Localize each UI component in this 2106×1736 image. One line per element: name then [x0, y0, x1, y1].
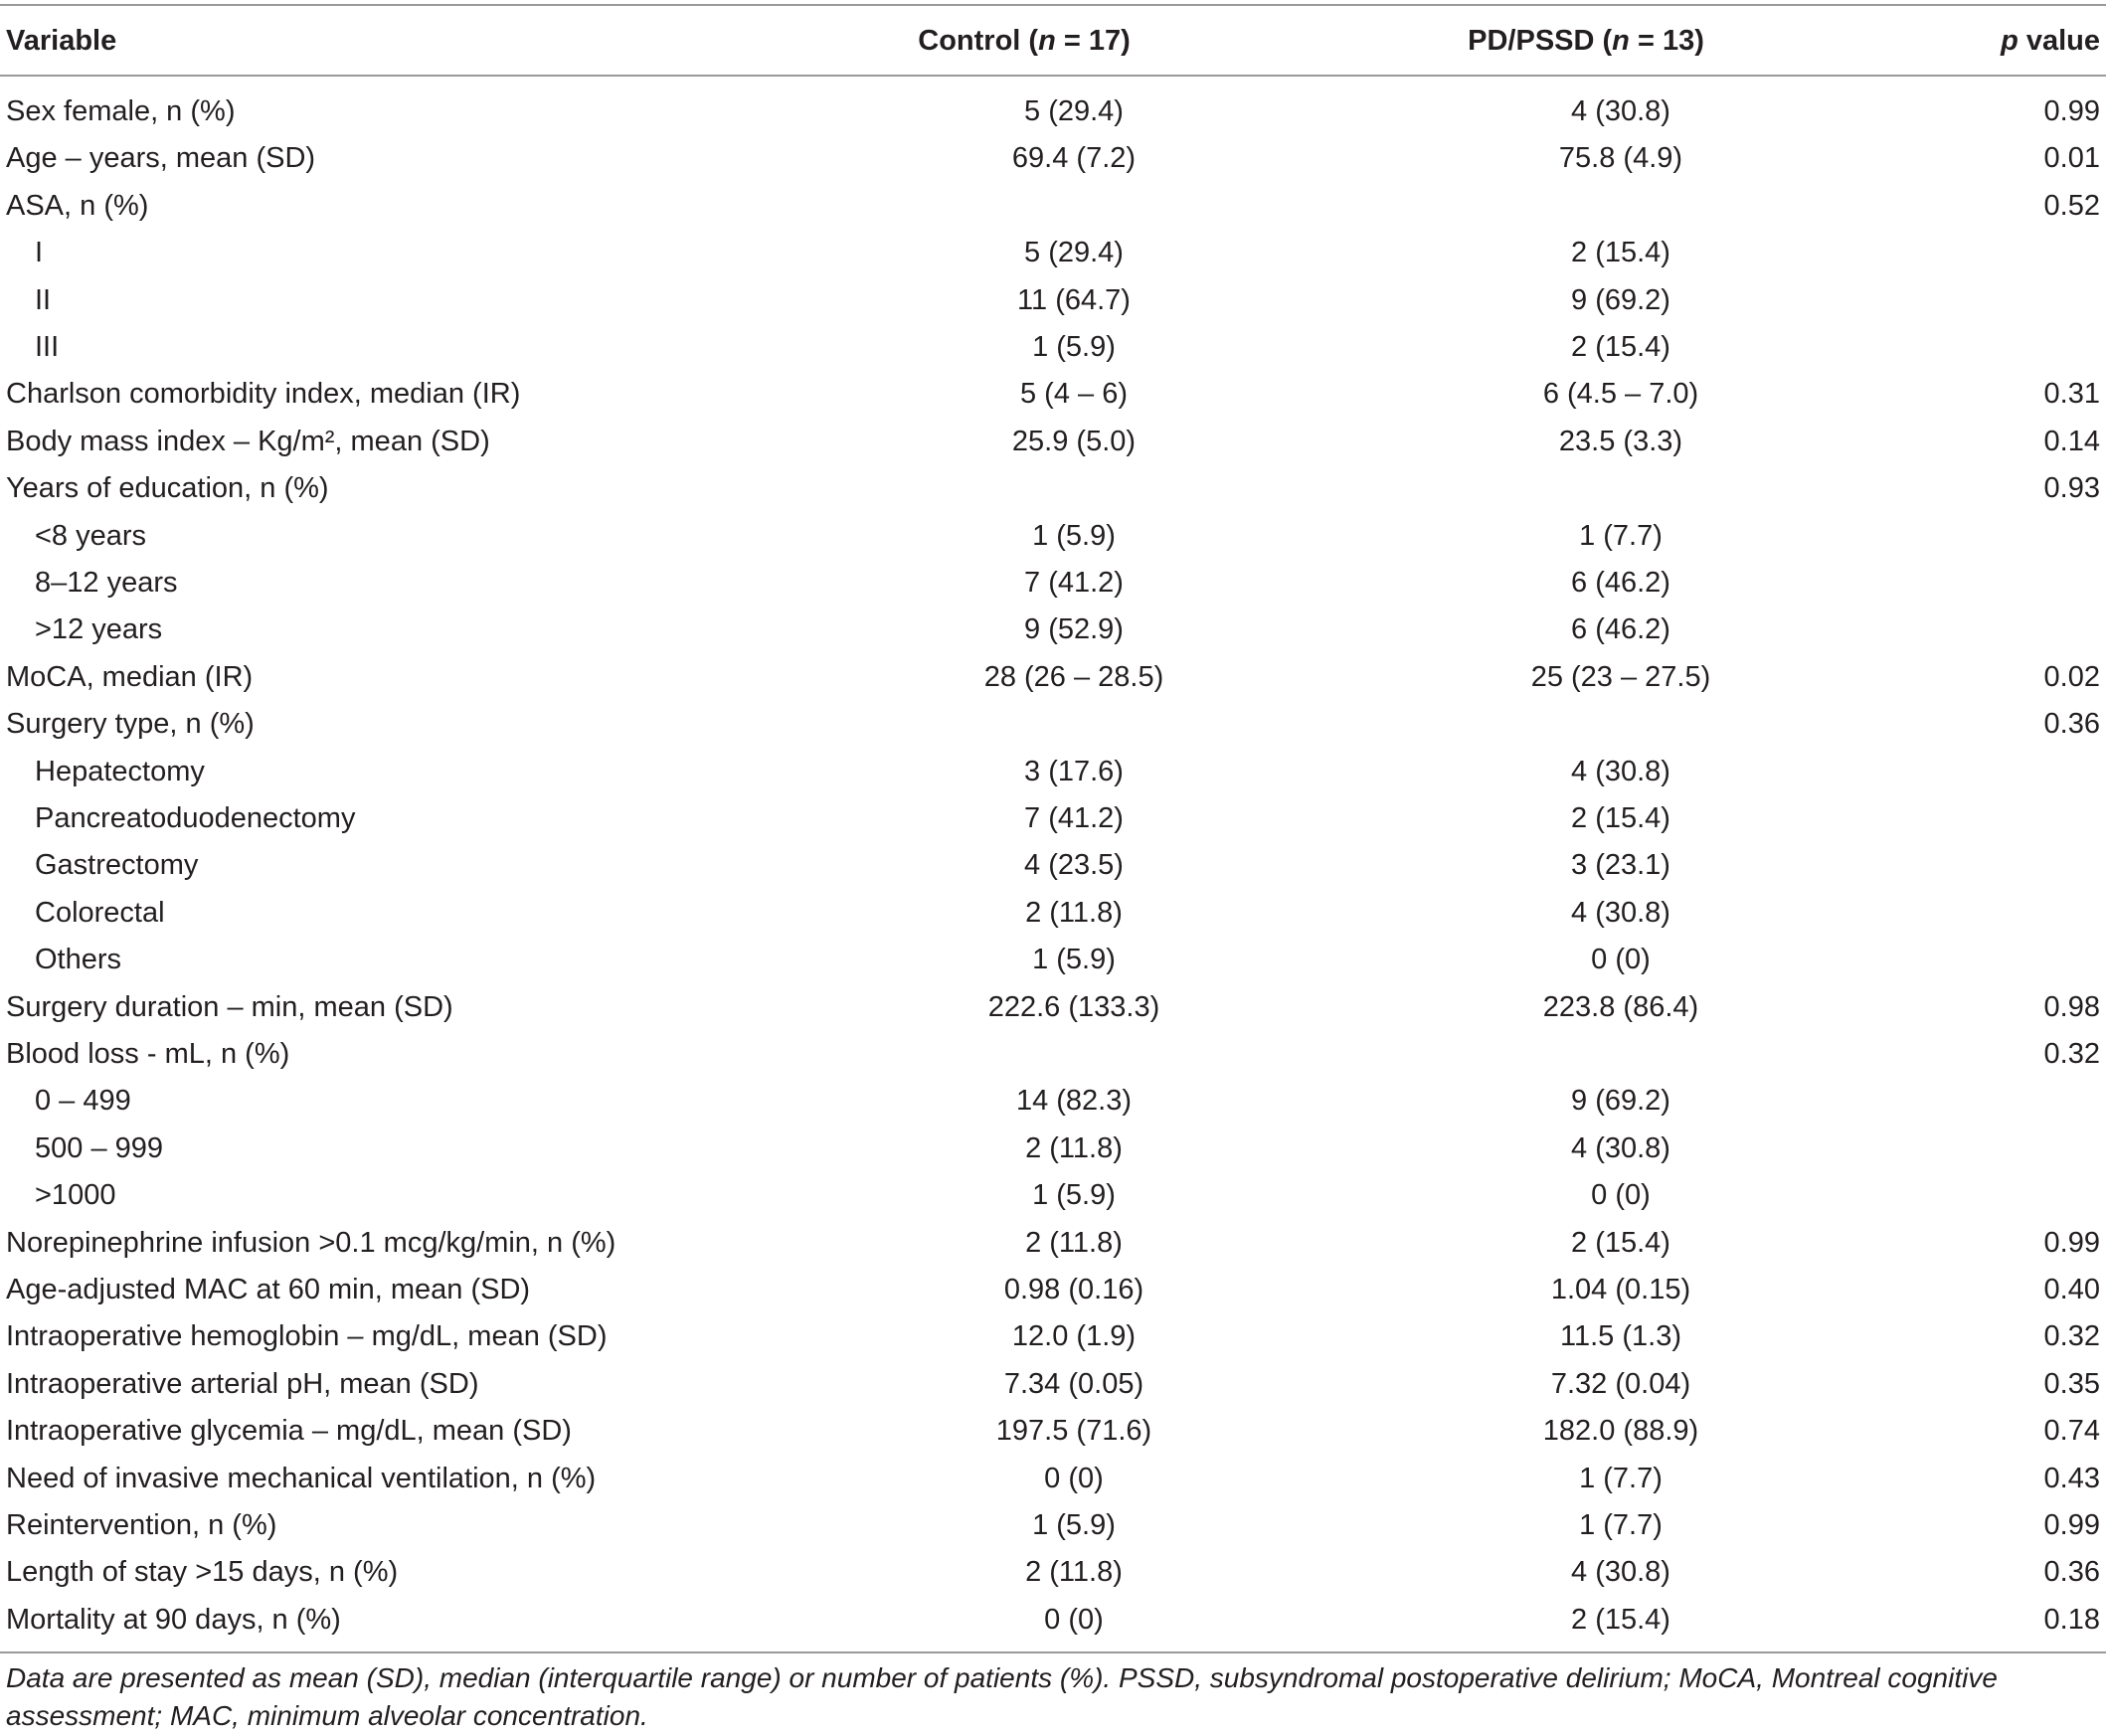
row-control-value: 0 (0)	[1044, 1603, 1104, 1636]
row-control-value: 5 (4 – 6)	[1020, 378, 1128, 411]
table-row	[0, 1078, 2106, 1125]
row-variable: Hepatectomy	[35, 755, 205, 787]
row-pd-value: 2 (15.4)	[1571, 1226, 1670, 1259]
row-variable: Body mass index – Kg/m², mean (SD)	[6, 425, 490, 457]
table-row	[0, 842, 2106, 889]
row-control-value: 7.34 (0.05)	[1003, 1367, 1144, 1400]
row-pd-value	[1402, 701, 1840, 748]
row-pd-value: 25 (23 – 27.5)	[1530, 660, 1711, 693]
row-p-value: 0.02	[2043, 660, 2100, 693]
table-row	[0, 984, 2106, 1031]
row-variable: 0 – 499	[35, 1085, 131, 1118]
row-control-value: 222.6 (133.3)	[987, 990, 1160, 1023]
row-variable: ASA, n (%)	[6, 189, 149, 222]
row-p-value: 0.32	[2043, 1038, 2100, 1070]
row-p-value: 0.99	[2043, 95, 2100, 127]
row-variable: 8–12 years	[35, 567, 178, 599]
row-p-value: 0.18	[2043, 1603, 2100, 1636]
table-row	[0, 1031, 2106, 1078]
row-control-value: 14 (82.3)	[1015, 1085, 1133, 1118]
row-p-value: 0.52	[2043, 189, 2100, 222]
row-pd-value: 2 (15.4)	[1571, 1603, 1670, 1636]
row-pd-value: 4 (30.8)	[1571, 896, 1670, 929]
row-variable: >1000	[35, 1179, 116, 1212]
table-row	[0, 1313, 2106, 1360]
row-pd-value: 1 (7.7)	[1579, 1509, 1663, 1541]
row-p-value: 0.99	[2043, 1509, 2100, 1541]
row-variable: Colorectal	[35, 896, 165, 929]
row-p-value: 0.35	[2043, 1367, 2100, 1400]
table-bottom-rule	[0, 1651, 2106, 1653]
row-variable: Need of invasive mechanical ventilation, n (%)	[6, 1462, 597, 1494]
table-top-rule	[0, 4, 2106, 6]
row-pd-value: 0 (0)	[1591, 944, 1651, 976]
row-variable: Sex female, n (%)	[6, 95, 236, 127]
row-pd-value: 11.5 (1.3)	[1560, 1320, 1681, 1353]
row-variable: >12 years	[35, 613, 163, 646]
table-row	[0, 465, 2106, 512]
row-p-value: 0.74	[2043, 1415, 2100, 1448]
row-variable: I	[35, 237, 44, 269]
row-pd-value: 223.8 (86.4)	[1542, 990, 1699, 1023]
table-row	[0, 371, 2106, 418]
row-variable: <8 years	[35, 519, 147, 552]
row-pd-value: 1 (7.7)	[1579, 519, 1663, 552]
table-row	[0, 937, 2106, 983]
row-variable: Intraoperative glycemia – mg/dL, mean (SD)	[6, 1415, 572, 1448]
row-control-value: 2 (11.8)	[1025, 1556, 1123, 1589]
table-row	[0, 1456, 2106, 1502]
table-row	[0, 1267, 2106, 1313]
row-control-value: 5 (29.4)	[1024, 95, 1124, 127]
row-control-value: 2 (11.8)	[1025, 896, 1123, 929]
table-row	[0, 890, 2106, 937]
row-control-value: 28 (26 – 28.5)	[983, 660, 1164, 693]
row-control-value: 2 (11.8)	[1025, 1131, 1123, 1164]
row-control-value: 4 (23.5)	[1024, 849, 1124, 882]
row-variable: Intraoperative hemoglobin – mg/dL, mean (SD)	[6, 1320, 608, 1353]
row-variable: Gastrectomy	[35, 849, 199, 882]
row-p-value: 0.93	[2043, 472, 2100, 505]
header-variable: Variable	[6, 25, 117, 57]
row-variable: Length of stay >15 days, n (%)	[6, 1556, 399, 1589]
table-row	[0, 795, 2106, 842]
row-control-value: 197.5 (71.6)	[995, 1415, 1152, 1448]
row-pd-value: 9 (69.2)	[1571, 283, 1670, 316]
row-pd-value: 6 (4.5 – 7.0)	[1542, 378, 1699, 411]
row-control-value: 7 (41.2)	[1024, 567, 1124, 599]
table-row	[0, 1220, 2106, 1267]
header-p-value: p value	[2001, 25, 2100, 57]
row-pd-value: 4 (30.8)	[1571, 95, 1670, 127]
table-row	[0, 1502, 2106, 1549]
table-row	[0, 419, 2106, 465]
table-row	[0, 1408, 2106, 1455]
row-p-value: 0.01	[2043, 142, 2100, 175]
row-pd-value: 4 (30.8)	[1571, 1556, 1670, 1589]
row-control-value: 5 (29.4)	[1024, 237, 1124, 269]
table-row	[0, 230, 2106, 276]
row-p-value: 0.31	[2043, 378, 2100, 411]
row-control-value: 1 (5.9)	[1032, 944, 1116, 976]
row-pd-value: 3 (23.1)	[1571, 849, 1670, 882]
row-pd-value: 23.5 (3.3)	[1558, 425, 1683, 457]
table-row	[0, 135, 2106, 182]
row-control-value: 2 (11.8)	[1025, 1226, 1123, 1259]
table-row	[0, 654, 2106, 701]
row-p-value: 0.36	[2043, 1556, 2100, 1589]
row-control-value: 11 (64.7)	[1017, 283, 1131, 316]
row-control-value	[855, 183, 1293, 230]
row-pd-value: 182.0 (88.9)	[1542, 1415, 1699, 1448]
table-header-rule	[0, 75, 2106, 77]
table-row	[0, 1126, 2106, 1172]
row-variable: III	[35, 331, 60, 363]
row-control-value: 1 (5.9)	[1032, 331, 1116, 363]
row-variable: Years of education, n (%)	[6, 472, 329, 505]
row-pd-value: 1.04 (0.15)	[1550, 1274, 1691, 1305]
row-pd-value	[1402, 183, 1840, 230]
table-row	[0, 1361, 2106, 1408]
table-row	[0, 277, 2106, 324]
row-pd-value: 0 (0)	[1591, 1179, 1651, 1212]
row-variable: Reintervention, n (%)	[6, 1509, 277, 1541]
row-variable: Norepinephrine infusion >0.1 mcg/kg/min, n (%)	[6, 1226, 616, 1259]
row-pd-value: 9 (69.2)	[1571, 1085, 1670, 1118]
table-row	[0, 88, 2106, 135]
row-pd-value: 2 (15.4)	[1571, 237, 1670, 269]
row-control-value: 69.4 (7.2)	[1011, 142, 1137, 175]
row-p-value: 0.98	[2043, 990, 2100, 1023]
row-pd-value: 7.32 (0.04)	[1550, 1367, 1691, 1400]
table-row	[0, 513, 2106, 560]
row-p-value: 0.32	[2043, 1320, 2100, 1353]
table-header-row	[0, 18, 2106, 65]
row-variable: MoCA, median (IR)	[6, 660, 254, 693]
row-p-value: 0.36	[2043, 708, 2100, 741]
row-variable: Age – years, mean (SD)	[6, 142, 316, 175]
row-control-value: 9 (52.9)	[1024, 613, 1124, 646]
row-p-value: 0.40	[2043, 1274, 2100, 1305]
row-variable: Blood loss - mL, n (%)	[6, 1038, 290, 1070]
row-variable: Age-adjusted MAC at 60 min, mean (SD)	[6, 1274, 531, 1305]
row-control-value: 25.9 (5.0)	[1011, 425, 1137, 457]
row-pd-value: 6 (46.2)	[1571, 613, 1670, 646]
row-variable: Pancreatoduodenectomy	[35, 802, 356, 834]
row-control-value	[855, 701, 1293, 748]
table-row	[0, 183, 2106, 230]
row-variable: 500 – 999	[35, 1131, 164, 1164]
header-pd-pssd: PD/PSSD (n = 13)	[1468, 25, 1704, 57]
row-control-value: 0.98 (0.16)	[1003, 1274, 1144, 1305]
table-row	[0, 607, 2106, 653]
row-variable: Charlson comorbidity index, median (IR)	[6, 378, 521, 411]
row-control-value	[855, 465, 1293, 512]
table-row	[0, 1172, 2106, 1219]
table-row	[0, 749, 2106, 795]
header-control: Control (n = 17)	[918, 25, 1131, 57]
table-row	[0, 560, 2106, 607]
row-control-value: 1 (5.9)	[1032, 1509, 1116, 1541]
row-variable: Mortality at 90 days, n (%)	[6, 1603, 341, 1636]
row-p-value: 0.43	[2043, 1462, 2100, 1494]
table-row	[0, 1549, 2106, 1596]
row-control-value: 12.0 (1.9)	[1011, 1320, 1137, 1353]
row-variable: Surgery type, n (%)	[6, 708, 255, 741]
row-pd-value: 2 (15.4)	[1571, 802, 1670, 834]
table-row	[0, 1597, 2106, 1644]
row-pd-value: 1 (7.7)	[1579, 1462, 1663, 1494]
row-pd-value: 4 (30.8)	[1571, 755, 1670, 787]
row-pd-value: 6 (46.2)	[1571, 567, 1670, 599]
row-control-value: 1 (5.9)	[1032, 519, 1116, 552]
row-pd-value	[1402, 465, 1840, 512]
row-p-value: 0.14	[2043, 425, 2100, 457]
row-control-value: 3 (17.6)	[1024, 755, 1124, 787]
table-row	[0, 324, 2106, 371]
row-control-value	[855, 1031, 1293, 1078]
table-footnote: Data are presented as mean (SD), median (interquartile range) or number of patients (%). PSSD, subsyndromal postoperative delirium; MoCA, Montreal cognitive assessment; MAC, minimum alveolar concentration.	[6, 1662, 1998, 1731]
row-pd-value: 4 (30.8)	[1571, 1131, 1670, 1164]
row-control-value: 1 (5.9)	[1032, 1179, 1116, 1212]
row-variable: Others	[35, 944, 122, 976]
row-p-value: 0.99	[2043, 1226, 2100, 1259]
table-row	[0, 701, 2106, 748]
row-variable: II	[35, 283, 52, 316]
row-control-value: 0 (0)	[1044, 1462, 1104, 1494]
row-pd-value	[1402, 1031, 1840, 1078]
row-pd-value: 75.8 (4.9)	[1558, 142, 1683, 175]
row-variable: Surgery duration – min, mean (SD)	[6, 990, 453, 1023]
row-pd-value: 2 (15.4)	[1571, 331, 1670, 363]
row-variable: Intraoperative arterial pH, mean (SD)	[6, 1367, 479, 1400]
row-control-value: 7 (41.2)	[1024, 802, 1124, 834]
